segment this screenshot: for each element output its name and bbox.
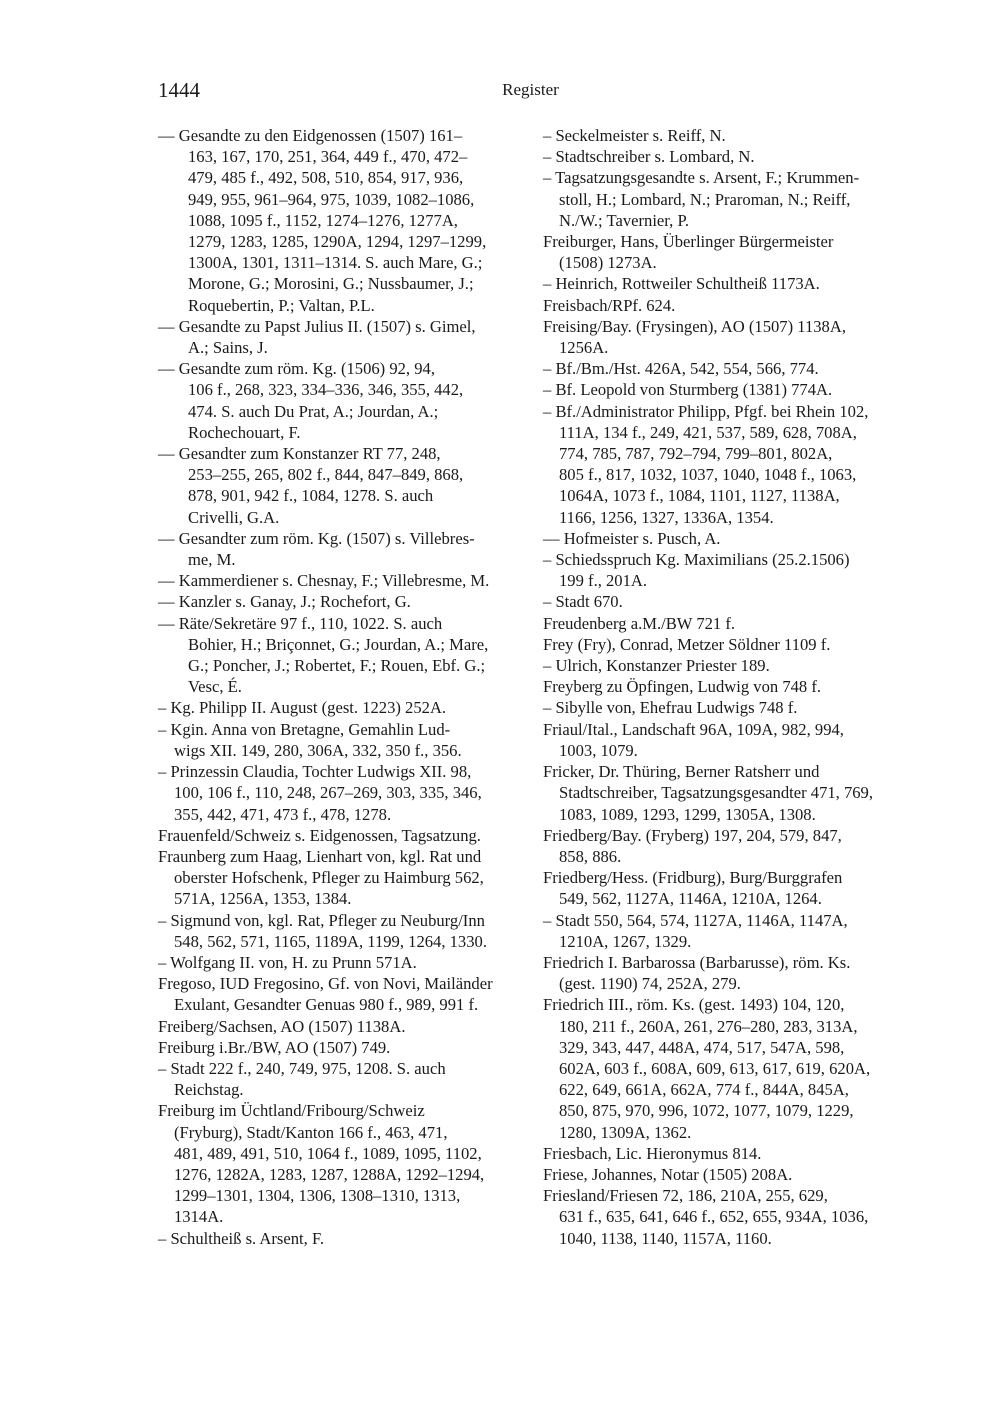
index-subentry: – Schultheiß s. Arsent, F.: [158, 1228, 324, 1248]
index-subentry: –– Räte/Sekretäre 97 f., 110, 1022. S. auch Bohier, H.; Briçonnet, G.; Jourdan, A.; Mare, G.; Poncher, J.; Robertet, F.; Rouen, Ebf. G.; Vesc, É.: [158, 613, 489, 697]
index-entry: Friedrich I. Barbarossa (Barbarusse), röm. Ks. (gest. 1190) 74, 252A, 279.: [543, 952, 851, 994]
index-entry: Frey (Fry), Conrad, Metzer Söldner 1109 f.: [543, 634, 831, 654]
index-entry: Fregoso, IUD Fregosino, Gf. von Novi, Mailänder Exulant, Gesandter Genuas 980 f., 989, 991 f.: [158, 974, 493, 1015]
index-subentry: – Ulrich, Konstanzer Priester 189.: [543, 656, 770, 676]
index-entry: Freiburg i.Br./BW, AO (1507) 749.: [158, 1037, 391, 1057]
index-subentry: – Seckelmeister s. Reiff, N.: [543, 126, 726, 145]
index-subentry: – Sigmund von, kgl. Rat, Pfleger zu Neuburg/Inn 548, 562, 571, 1165, 1189A, 1199, 1264, 1330.: [158, 910, 487, 951]
index-entry: Freyberg zu Öpfingen, Ludwig von 748 f.: [543, 677, 822, 697]
index-entry: Freiberg/Sachsen, AO (1507) 1138A.: [158, 1016, 406, 1036]
index-subentry: – Kgin. Anna von Bretagne, Gemahlin Lud- wigs XII. 149, 280, 306A, 332, 350 f., 356.: [158, 719, 462, 760]
index-entry: Freiburger, Hans, Überlinger Bürgermeister (1508) 1273A.: [543, 232, 834, 273]
index-subentry: – Prinzessin Claudia, Tochter Ludwigs XII. 98, 100, 106 f., 110, 248, 267–269, 303, 335, 346, 355, 442, 471, 473 f., 478, 1278.: [158, 762, 482, 824]
index-column-left: [158, 125, 526, 1249]
index-entry: Friedberg/Hess. (Fridburg), Burg/Burggrafen 549, 562, 1127A, 1146A, 1210A, 1264.: [543, 868, 843, 909]
index-entry: Freising/Bay. (Frysingen), AO (1507) 1138A, 1256A.: [543, 316, 846, 358]
page-number: 1444: [158, 78, 200, 102]
index-entry: Friedberg/Bay. (Fryberg) 197, 204, 579, 847, 858, 886.: [543, 825, 842, 866]
index-subentry: –– Hofmeister s. Pusch, A.: [543, 528, 721, 548]
index-entry: Freiburg im Üchtland/Fribourg/Schweiz (Fryburg), Stadt/Kanton 166 f., 463, 471, 481, 489, 491, 510, 1064 f., 1089, 1095, 1102, 1276, 1282A, 1283, 1287, 1288A, 1292–1294, 1299–1301, 1304, 1306, 1308–1310, 1313, 1314A.: [158, 1101, 485, 1227]
index-subentry: – Kg. Philipp II. August (gest. 1223) 252A.: [158, 698, 447, 718]
index-entry: Friese, Johannes, Notar (1505) 208A.: [543, 1164, 793, 1184]
index-subentry: – Bf./Bm./Hst. 426A, 542, 554, 566, 774.: [543, 359, 819, 379]
index-entry: Fricker, Dr. Thüring, Berner Ratsherr und Stadtschreiber, Tagsatzungsgesandter 471, 769, 1083, 1089, 1293, 1299, 1305A, 1308.: [543, 762, 873, 824]
index-subentry: – Stadt 550, 564, 574, 1127A, 1146A, 1147A, 1210A, 1267, 1329.: [543, 910, 848, 951]
index-subentry: –– Gesandte zu den Eidgenossen (1507) 161– 163, 167, 170, 251, 364, 449 f., 470, 472– 479, 485 f., 492, 508, 510, 854, 917, 936, 949, 955, 961–964, 975, 1039, 1082–1086, 1088, 1095 f., 1152, 1274–1276, 1277A, 1279, 1283, 1285, 1290A, 1294, 1297–1299, 1300A, 1301, 1311–1314. S. auch Mare, G.; Morone, G.; Morosini, G.; Nussbaumer, J.; Roquebertin, P.; Valtan, P.L.: [158, 126, 487, 315]
index-subentry: – Bf. Leopold von Sturmberg (1381) 774A.: [543, 380, 833, 400]
index-subentry: –– Kanzler s. Ganay, J.; Rochefort, G.: [158, 592, 411, 612]
page-header: [158, 78, 903, 108]
index-entry: Fraunberg zum Haag, Lienhart von, kgl. Rat und oberster Hofschenk, Pfleger zu Haimburg 562, 571A, 1256A, 1353, 1384.: [158, 846, 484, 909]
index-subentry: –– Gesandte zu Papst Julius II. (1507) s. Gimel, A.; Sains, J.: [158, 316, 476, 358]
index-subentry: – Heinrich, Rottweiler Schultheiß 1173A.: [543, 274, 820, 294]
index-subentry: – Sibylle von, Ehefrau Ludwigs 748 f.: [543, 698, 798, 718]
index-entry: Friesbach, Lic. Hieronymus 814.: [543, 1143, 762, 1163]
index-entry: Friesland/Friesen 72, 186, 210A, 255, 629, 631 f., 635, 641, 646 f., 652, 655, 934A, 1036, 1040, 1138, 1140, 1157A, 1160.: [543, 1186, 869, 1248]
index-subentry: –– Kammerdiener s. Chesnay, F.; Villebresme, M.: [158, 571, 490, 591]
index-column-right: [543, 125, 915, 1249]
index-subentry: –– Gesandter zum röm. Kg. (1507) s. Villebres- me, M.: [158, 528, 475, 570]
running-title: Register: [502, 80, 559, 99]
index-subentry: –– Gesandter zum Konstanzer RT 77, 248, 253–255, 265, 802 f., 844, 847–849, 868, 878, 901, 942 f., 1084, 1278. S. auch Crivelli, G.A.: [158, 444, 464, 527]
index-subentry: – Stadtschreiber s. Lombard, N.: [543, 147, 755, 167]
index-entry: Frauenfeld/Schweiz s. Eidgenossen, Tagsatzung.: [158, 825, 481, 845]
index-subentry: – Schiedsspruch Kg. Maximilians (25.2.1506) 199 f., 201A.: [543, 550, 850, 591]
index-subentry: – Stadt 222 f., 240, 749, 975, 1208. S. auch Reichstag.: [158, 1058, 446, 1100]
index-subentry: – Stadt 670.: [543, 592, 623, 612]
index-entry: Friedrich III., röm. Ks. (gest. 1493) 104, 120, 180, 211 f., 260A, 261, 276–280, 283, 313A, 329, 343, 447, 448A, 474, 517, 547A, 598, 602A, 603 f., 608A, 609, 613, 617, 619, 620A, 622, 649, 661A, 662A, 774 f., 844A, 845A, 850, 875, 970, 996, 1072, 1077, 1079, 1229, 1280, 1309A, 1362.: [543, 995, 871, 1142]
index-subentry: – Tagsatzungsgesandte s. Arsent, F.; Krummen- stoll, H.; Lombard, N.; Praroman, N.; Reiff, N./W.; Tavernier, P.: [543, 168, 860, 230]
index-entry: Freudenberg a.M./BW 721 f.: [543, 613, 736, 633]
index-subentry: –– Gesandte zum röm. Kg. (1506) 92, 94, 106 f., 268, 323, 334–336, 346, 355, 442, 474. S. auch Du Prat, A.; Jourdan, A.; Rochechouart, F.: [158, 359, 464, 442]
index-subentry: – Wolfgang II. von, H. zu Prunn 571A.: [158, 952, 417, 972]
index-entry: Friaul/Ital., Landschaft 96A, 109A, 982, 994, 1003, 1079.: [543, 719, 844, 760]
index-entry: Freisbach/RPf. 624.: [543, 295, 676, 315]
index-subentry: – Bf./Administrator Philipp, Pfgf. bei Rhein 102, 111A, 134 f., 249, 421, 537, 589, 628, 708A, 774, 785, 787, 792–794, 799–801, 802A, 805 f., 817, 1032, 1037, 1040, 1048 f., 1063, 1064A, 1073 f., 1084, 1101, 1127, 1138A, 1166, 1256, 1327, 1336A, 1354.: [543, 401, 869, 527]
